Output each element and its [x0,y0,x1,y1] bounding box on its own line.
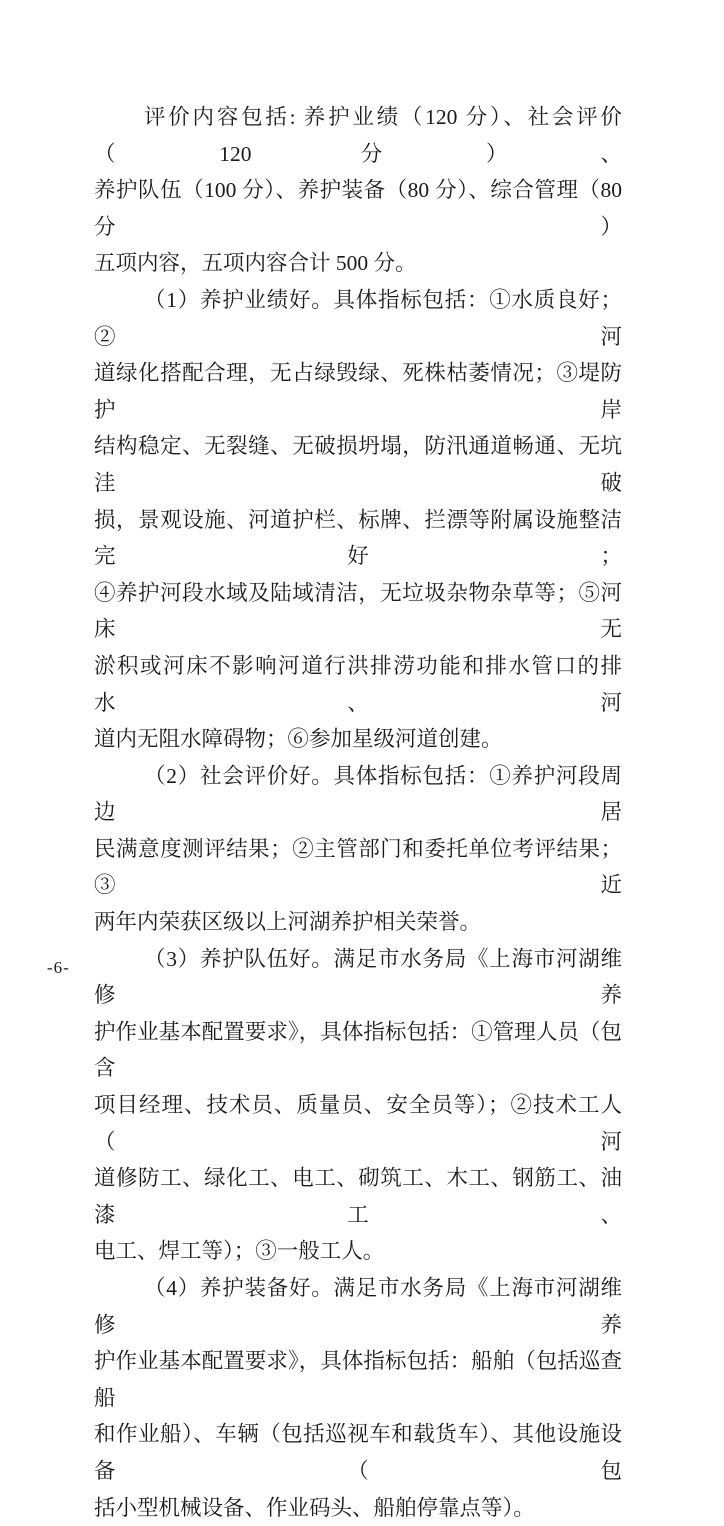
text-line: 护作业基本配置要求》，具体指标包括：船舶（包括巡查船 [94,1349,622,1410]
text-line: （2）社会评价好。具体指标包括：①养护河段周边居 [94,763,622,825]
text-line: 结构稳定、无裂缝、无破损坍塌，防汛通道畅通、无坑洼破 [94,434,622,495]
text-line: 道内无阻水障碍物；⑥参加星级河道创建。 [94,727,503,752]
text-line: 项目经理、技术员、质量员、安全员等）；②技术工人（河 [94,1093,622,1154]
text-line: 道修防工、绿化工、电工、砌筑工、木工、钢筋工、油漆工、 [94,1166,622,1227]
text-line: 电工、焊工等）；③一般工人。 [94,1239,385,1264]
text-line: 淤积或河床不影响河道行洪排涝功能和排水管口的排水、河 [94,653,622,715]
text-line: 两年内荣获区级以上河湖养护相关荣誉。 [94,910,482,935]
text-line: （4）养护装备好。满足市水务局《上海市河湖维修养 [94,1276,622,1337]
text-line: 护作业基本配置要求》，具体指标包括：①管理人员（包含 [94,1019,622,1081]
text-line: 括小型机械设备、作业码头、船舶停靠点等）。 [94,1495,535,1520]
text-line: 养护队伍（100 分）、养护装备（80 分）、综合管理（80 分） [94,178,622,239]
text-line: ④养护河段水域及陆域清洁，无垃圾杂物杂草等；⑤河床无 [94,580,622,642]
text-line: （3）养护队伍好。满足市水务局《上海市河湖维修养 [94,946,622,1008]
text-line: 道绿化搭配合理，无占绿毁绿、死株枯萎情况；③堤防护岸 [94,361,622,422]
page-number: -6- [47,958,70,977]
text-line: 和作业船）、车辆（包括巡视车和载货车）、其他设施设备（包 [94,1422,622,1483]
text-line: （1）养护业绩好。具体指标包括：①水质良好；②河 [94,287,622,349]
text-line: 评价内容包括: 养护业绩（120 分）、社会评价（120 分）、 [94,105,622,166]
document-body [94,99,622,1526]
text-line: 民满意度测评结果；②主管部门和委托单位考评结果；③近 [94,836,622,898]
text-line: 五项内容，五项内容合计 500 分。 [94,251,417,276]
text-line: 损，景观设施、河道护栏、标牌、拦漂等附属设施整洁完好； [94,507,622,569]
